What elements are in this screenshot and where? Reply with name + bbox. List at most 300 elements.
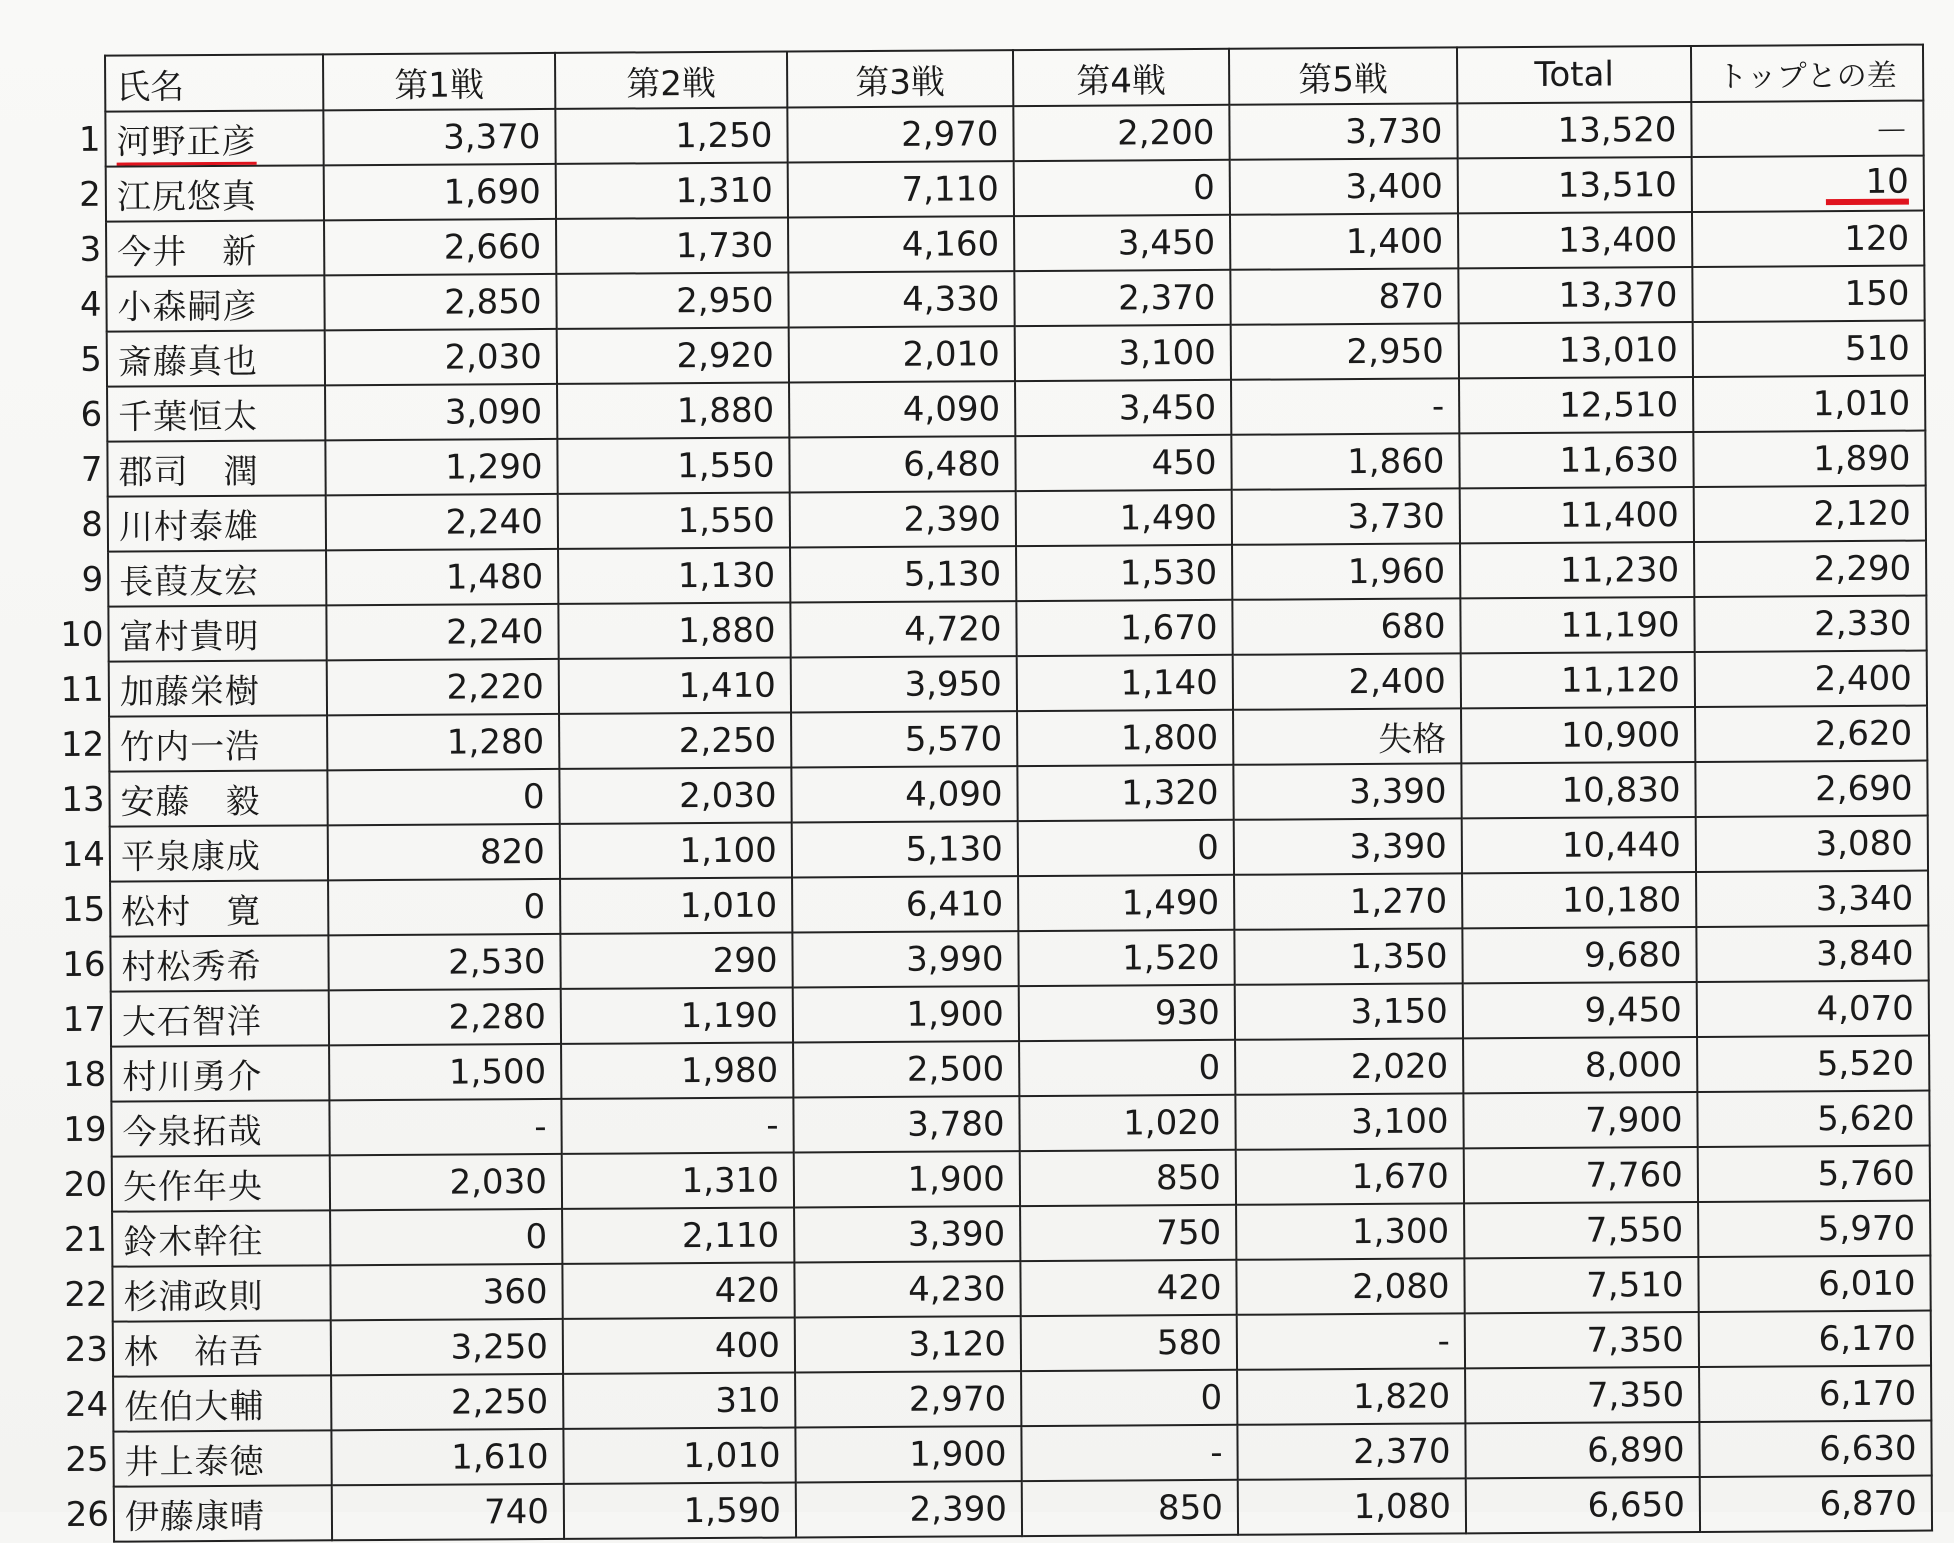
r4-value: 1,800 [1120,717,1219,758]
player-name-cell [108,495,326,551]
round-score-cell [559,767,791,823]
r3-value: 2,390 [909,1488,1008,1530]
r2-value: 1,010 [683,1435,781,1476]
rank-value: 12 [60,724,105,765]
round-score-cell [1236,1203,1464,1259]
total-value: 10,900 [1561,714,1681,756]
rank-value: 2 [79,174,101,215]
diff-value: － [1874,111,1909,152]
rank-value: 20 [63,1164,108,1205]
round-score-cell [327,714,559,770]
round-score-cell [325,439,557,495]
rank-cell [60,1377,113,1432]
r2-value: 290 [712,940,778,981]
r3-value: 4,160 [901,223,1000,265]
round-score-cell [1020,1260,1236,1316]
round-score-cell [792,931,1018,987]
r1-value: 2,660 [443,226,542,268]
total-cell [1462,927,1696,983]
r2-value: 1,880 [678,610,776,651]
r1-value: 3,250 [450,1326,549,1368]
r1-value: 2,250 [450,1381,549,1423]
diff-value: 6,170 [1818,1373,1917,1414]
rank-value: 13 [61,779,105,820]
rank-value: 19 [63,1109,107,1150]
total-value: 7,510 [1586,1264,1684,1306]
rank-value: 14 [61,834,106,875]
total-header: Total [1457,46,1691,103]
gap-to-top-cell [1692,266,1924,322]
r3-value: 3,950 [904,663,1002,705]
round-score-cell [1233,763,1461,819]
total-cell [1464,1147,1698,1203]
gap-to-top-cell [1697,1091,1929,1147]
r4-value: 0 [1197,827,1219,868]
total-cell [1463,1092,1697,1148]
r1-value: 2,240 [445,501,543,543]
round-score-cell [555,108,787,164]
round-score-cell [1016,545,1232,601]
r5-value: 3,150 [1350,990,1448,1032]
round-score-cell [788,271,1014,327]
round-score-cell [558,602,790,658]
r5-value: 1,400 [1345,221,1444,262]
total-value: 11,400 [1559,494,1679,536]
r4-value: 1,530 [1119,552,1218,593]
diff-value: 6,630 [1819,1428,1917,1469]
r4-value: 3,100 [1118,332,1216,373]
r3-value: 3,990 [906,938,1004,980]
round-score-cell [330,1154,562,1210]
r3-value: 2,500 [906,1048,1005,1090]
r2-value: 1,010 [679,885,778,926]
rank-cell [53,222,106,277]
gap-to-top-cell [1694,596,1926,652]
round-score-cell [324,274,556,330]
r1-value: - [534,1106,547,1147]
player-name-cell [113,1430,331,1486]
total-value: 8,000 [1584,1044,1683,1086]
round-score-cell [558,548,790,604]
round-score-cell [1232,543,1460,599]
total-value: 7,900 [1585,1099,1683,1141]
rank-value: 6 [80,394,103,435]
player-name-cell [110,935,328,991]
round-score-cell [1230,158,1458,214]
round-score-cell [791,766,1017,822]
round-score-cell [560,877,792,933]
total-value: 6,890 [1587,1429,1685,1471]
name-value: 千葉恒太 [118,396,259,438]
gap-to-top-cell [1693,321,1925,377]
r5-value: 3,730 [1347,496,1445,537]
r1-value: 360 [482,1271,548,1312]
r5-value: 1,960 [1347,550,1446,592]
round-score-cell [556,218,788,274]
name-value: 平泉康成 [120,836,262,878]
round-score-cell [794,1261,1020,1317]
total-value: 10,830 [1561,769,1681,811]
standings-table-wrapper [52,44,1933,1543]
total-cell [1465,1422,1699,1478]
diff-value: 3,840 [1816,933,1914,974]
r5-value: 3,100 [1351,1100,1449,1142]
player-name-cell [114,1485,332,1541]
r3-value: 5,570 [904,718,1003,760]
r5-value: 870 [1378,276,1444,317]
round-score-cell [1234,928,1462,984]
r2-value: 2,250 [678,720,777,761]
total-value: 13,400 [1558,219,1678,261]
r2-value: - [766,1105,779,1146]
total-value: 7,760 [1585,1154,1683,1196]
rank-value: 1 [78,119,101,160]
rank-cell [59,1267,112,1322]
player-name-cell [112,1265,330,1321]
r5-value: 2,020 [1350,1045,1449,1087]
total-cell [1459,322,1693,378]
diff-value: 2,620 [1814,713,1913,754]
player-name-cell [109,715,327,771]
name-value: 大石智洋 [121,1001,263,1043]
r1-value: 2,220 [446,666,544,708]
round-score-cell [329,1044,561,1100]
rank-value: 22 [64,1274,108,1315]
rank-cell [58,992,111,1047]
round-score-cell [795,1316,1021,1372]
gap-to-top-cell [1696,816,1928,872]
r5-value: 失格 [1378,719,1447,760]
r2-value: 1,730 [675,225,774,266]
round-score-cell [795,1371,1021,1427]
r1-value: 0 [522,776,545,817]
r5-value: 2,400 [1348,660,1446,702]
round-score-cell [1016,600,1232,656]
round-score-cell [1016,490,1232,546]
r4-value: - [1210,1432,1223,1473]
gap-to-top-cell [1694,486,1926,542]
round-score-cell [1238,1478,1466,1534]
diff-value: 6,010 [1818,1263,1916,1304]
total-cell [1461,652,1695,708]
total-value: 12,510 [1559,384,1679,426]
r3-value: 6,410 [905,883,1004,925]
round-score-cell [562,1152,794,1208]
rank-cell [57,937,110,992]
player-name-cell [113,1375,331,1431]
round-score-cell [790,546,1016,602]
round-score-cell [1236,1258,1464,1314]
diff-value: 2,120 [1813,493,1911,534]
round-score-cell [1232,598,1460,654]
r5-value: 2,950 [1346,331,1444,372]
r3-value: 4,090 [905,773,1003,815]
r2-value: 1,250 [675,115,773,156]
table-body [52,101,1932,1542]
round-score-cell [792,821,1018,877]
name-value: 加藤栄樹 [119,671,261,713]
r5-value: 2,370 [1353,1430,1451,1472]
r4-value: 1,320 [1121,772,1219,813]
rank-cell [58,1102,111,1157]
total-value: 13,510 [1557,164,1677,206]
r2-value: 310 [715,1380,781,1421]
name-value: 杉浦政則 [123,1276,264,1318]
round-score-cell [326,604,558,660]
rank-cell [61,1487,114,1542]
round-score-cell [1015,325,1231,381]
round-score-cell [1235,983,1463,1039]
total-value: 9,450 [1584,989,1682,1031]
r1-value: 1,610 [451,1436,549,1478]
gap-to-top-cell [1699,1366,1931,1422]
name-value: 鈴木幹往 [123,1221,264,1263]
player-name-cell [110,880,328,936]
total-value: 7,350 [1586,1374,1685,1416]
r3-value: 5,130 [905,828,1003,870]
r5-value: 3,390 [1349,825,1447,867]
rank-header [52,56,105,112]
r2-value: 1,550 [677,445,775,486]
r4-value: 1,490 [1119,497,1217,538]
player-name-cell [111,1045,329,1101]
total-cell [1463,1037,1697,1093]
round1-header: 第1戦 [323,53,555,110]
r3-value: 1,900 [909,1433,1007,1475]
diff-value: 6,170 [1818,1318,1916,1359]
gap-to-top-cell [1700,1476,1932,1532]
total-value: 11,230 [1560,549,1680,591]
diff-value: 5,520 [1816,1043,1915,1084]
rank-cell [58,1047,111,1102]
diff-value: 510 [1844,328,1910,369]
round-score-cell [1015,380,1231,436]
gap-to-top-cell [1696,871,1928,927]
round-score-cell [323,109,555,165]
round-score-cell [329,989,561,1045]
round-score-cell [1236,1148,1464,1204]
rank-cell [56,717,109,772]
name-value: 井上泰徳 [124,1441,265,1483]
rank-cell [59,1212,112,1267]
rank-cell [52,112,105,167]
r3-value: 2,970 [908,1378,1007,1420]
round-score-cell [326,549,558,605]
name-value: 松村 寛 [121,891,262,933]
round-score-cell [1230,268,1458,324]
round5-header: 第5戦 [1229,47,1457,104]
r4-value: 420 [1156,1267,1222,1308]
r3-value: 1,900 [906,993,1004,1035]
r5-value: - [1437,1320,1451,1362]
round-score-cell [558,493,790,549]
round-score-cell [331,1319,563,1375]
gap-to-top-cell [1695,761,1927,817]
rank-value: 15 [61,889,106,930]
r5-value: 1,670 [1351,1155,1449,1197]
r2-value: 1,550 [677,500,775,541]
total-value: 7,550 [1585,1209,1684,1251]
name-value: 斎藤真也 [117,341,258,383]
r5-value: 1,080 [1353,1485,1452,1527]
total-value: 10,180 [1562,879,1682,921]
standings-table [52,44,1933,1543]
round-score-cell [1237,1368,1465,1424]
r1-value: 2,530 [448,941,546,983]
round-score-cell [327,769,559,825]
gap-to-top-cell [1695,706,1927,762]
round-score-cell [1234,818,1462,874]
name-value: 郡司 潤 [118,451,259,493]
player-name-cell [111,1100,329,1156]
rank-value: 18 [62,1054,107,1095]
round-score-cell [324,219,556,275]
r2-value: 2,030 [679,775,777,816]
total-value: 13,010 [1558,329,1678,371]
round-score-cell [794,1151,1020,1207]
round-score-cell [325,384,557,440]
diff-value: 1,890 [1813,438,1911,479]
player-name-cell [108,550,326,606]
round-score-cell [328,879,560,935]
rank-cell [56,662,109,717]
round-score-cell [330,1264,562,1320]
r2-value: 2,110 [681,1215,780,1256]
rank-value: 8 [81,504,103,545]
r3-value: 4,230 [908,1268,1006,1310]
total-value: 10,440 [1561,824,1681,866]
round-score-cell [1018,820,1234,876]
player-name-cell [107,330,325,386]
name-value: 竹内一浩 [120,726,261,768]
gap-to-top-cell [1696,926,1928,982]
r5-value: - [1431,386,1445,427]
round-score-cell [557,438,789,494]
diff-value: 2,690 [1815,768,1913,809]
round-score-cell [325,329,557,385]
round-score-cell [331,1429,563,1485]
total-value: 11,120 [1560,659,1680,701]
r3-value: 2,970 [901,113,999,155]
r4-value: 0 [1198,1047,1221,1088]
round-score-cell [789,436,1015,492]
r4-value: 1,020 [1123,1102,1221,1143]
r1-value: 0 [523,886,546,927]
r5-value: 3,390 [1349,770,1447,812]
round-score-cell [788,216,1014,272]
rank-cell [53,277,106,332]
gap-to-top-cell [1693,376,1925,432]
r1-value: 1,480 [445,556,544,598]
total-cell [1464,1202,1698,1258]
rank-value: 9 [81,559,104,600]
r4-value: 0 [1193,167,1215,208]
diff-value: 6,870 [1819,1483,1918,1524]
name-value: 村川勇介 [122,1056,263,1098]
round-score-cell [556,163,788,219]
round-score-cell [559,657,791,713]
round-score-cell [332,1484,564,1540]
r2-value: 1,410 [678,665,776,706]
r3-value: 5,130 [903,553,1002,595]
gap-to-top-cell [1698,1201,1930,1257]
r2-value: 1,310 [681,1160,780,1201]
r1-value: 740 [483,1491,550,1532]
player-name-cell [113,1320,331,1376]
total-cell [1464,1257,1698,1313]
round-score-cell [787,106,1013,162]
gap-to-top-cell [1693,431,1925,487]
total-value: 11,190 [1560,604,1680,646]
round-score-cell [1021,1425,1237,1481]
diff-value: 5,620 [1817,1098,1915,1139]
r4-value: 3,450 [1118,387,1217,428]
name-value: 富村貴明 [119,616,260,658]
r4-value: 0 [1200,1377,1223,1418]
r4-value: 850 [1157,1487,1224,1528]
gap-to-top-cell [1695,651,1927,707]
round-score-cell [788,161,1014,217]
total-cell [1465,1367,1699,1423]
round3-header: 第3戦 [787,50,1013,107]
round-score-cell [793,1096,1019,1152]
name-value: 村松秀希 [121,946,262,988]
diff-value: 120 [1844,218,1910,259]
name-value: 江尻悠真 [116,176,257,218]
round-score-cell [1230,213,1458,269]
total-value: 13,370 [1558,274,1678,316]
rank-value: 7 [80,449,103,490]
gap-to-top-cell [1698,1256,1930,1312]
r3-value: 4,090 [902,388,1001,430]
round-score-cell [562,1262,794,1318]
r4-value: 2,200 [1117,112,1215,153]
round-score-cell [556,273,788,329]
r1-value: 2,030 [444,336,542,378]
round-score-cell [1021,1370,1237,1426]
r2-value: 1,880 [676,390,775,431]
gap-to-top-cell [1699,1421,1931,1477]
round-score-cell [791,656,1017,712]
round-score-cell [561,1097,793,1153]
round-score-cell [1235,1093,1463,1149]
r5-value: 1,860 [1347,441,1445,482]
diff-value: 1,010 [1812,383,1911,424]
r1-value: 2,030 [449,1161,548,1203]
player-name-cell [106,275,324,331]
player-name-cell [107,385,325,441]
round-score-cell [791,711,1017,767]
total-cell [1459,377,1693,433]
r1-value: 3,090 [444,391,543,433]
name-value: 小森嗣彦 [117,286,258,328]
total-cell [1466,1477,1700,1533]
total-value: 7,350 [1586,1319,1684,1361]
diff-value: 2,330 [1814,603,1912,644]
r1-value: 3,370 [443,116,541,158]
r4-value: 450 [1151,442,1217,483]
r4-value: 3,450 [1117,222,1216,263]
r1-value: 0 [525,1216,548,1257]
player-name-cell [108,605,326,661]
diff-value: 2,400 [1814,658,1912,699]
r4-value: 850 [1155,1157,1222,1198]
diff-value: 3,080 [1815,823,1913,864]
r3-value: 6,480 [903,443,1001,485]
round-score-cell [1231,433,1459,489]
round-score-cell [557,383,789,439]
r2-value: 1,590 [683,1490,782,1531]
